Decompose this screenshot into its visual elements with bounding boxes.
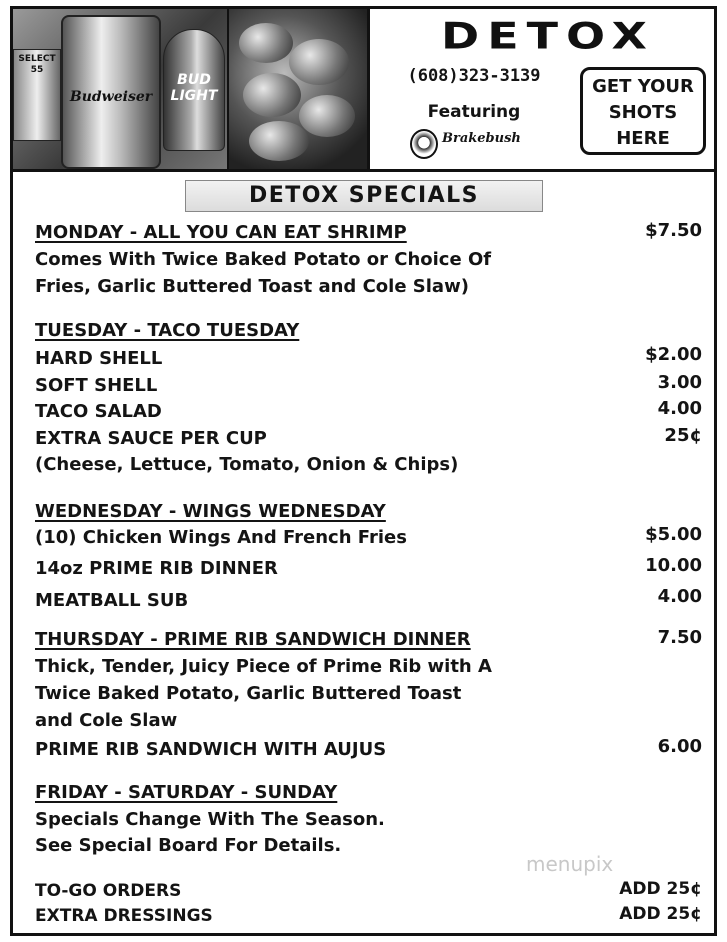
wings-photo xyxy=(229,9,370,169)
thursday-desc: and Cole Slaw xyxy=(35,710,178,731)
wing-image xyxy=(243,73,301,117)
shots-line: HERE xyxy=(616,128,670,149)
bud-light-can xyxy=(163,29,225,151)
thursday-price: 7.50 xyxy=(657,627,702,648)
tuesday-item: EXTRA SAUCE PER CUP xyxy=(35,428,267,449)
wednesday-price: 10.00 xyxy=(645,555,702,576)
select-can xyxy=(13,49,61,141)
tuesday-item: TACO SALAD xyxy=(35,401,162,422)
budweiser-bottle xyxy=(61,15,161,169)
wing-image xyxy=(239,23,293,63)
wing-image xyxy=(249,121,309,161)
shots-line: SHOTS xyxy=(608,102,678,123)
tuesday-item: SOFT SHELL xyxy=(35,375,158,396)
watermark: menupix xyxy=(526,852,614,876)
thursday-extra: PRIME RIB SANDWICH WITH AUJUS xyxy=(35,739,387,760)
brakebush-logo xyxy=(410,127,530,163)
weekend-heading: FRIDAY - SATURDAY - SUNDAY xyxy=(35,782,338,803)
shots-box xyxy=(580,67,706,155)
monday-desc: Fries, Garlic Buttered Toast and Cole Slaw) xyxy=(35,276,469,297)
wednesday-price: $5.00 xyxy=(645,524,702,545)
tuesday-heading: TUESDAY - TACO TUESDAY xyxy=(35,320,300,341)
tuesday-price: $2.00 xyxy=(645,344,702,365)
brakebush-icon xyxy=(410,129,438,159)
weekend-line: Specials Change With The Season. xyxy=(35,809,385,830)
monday-heading: MONDAY - ALL YOU CAN EAT SHRIMP xyxy=(35,222,407,243)
phone-number: (608)323-3139 xyxy=(407,66,541,86)
thursday-desc: Twice Baked Potato, Garlic Buttered Toast xyxy=(35,683,462,704)
weekend-line: See Special Board For Details. xyxy=(35,835,342,856)
select-can-text: SELECT 55 xyxy=(18,54,56,75)
extra-price: ADD 25¢ xyxy=(619,879,702,899)
brakebush-name: Brakebush xyxy=(442,131,521,146)
extra-item: EXTRA DRESSINGS xyxy=(35,906,213,926)
wednesday-item: (10) Chicken Wings And French Fries xyxy=(35,527,407,548)
extra-price: ADD 25¢ xyxy=(619,904,702,924)
wednesday-item: MEATBALL SUB xyxy=(35,590,189,611)
bud-light-text: BUD LIGHT xyxy=(170,72,218,104)
tuesday-price: 4.00 xyxy=(657,398,702,419)
extra-item: TO-GO ORDERS xyxy=(35,881,182,901)
shots-line: GET YOUR xyxy=(592,76,694,97)
budweiser-label: Budweiser xyxy=(69,89,153,105)
wing-image xyxy=(289,39,349,85)
thursday-heading: THURSDAY - PRIME RIB SANDWICH DINNER xyxy=(35,629,471,650)
tuesday-price: 25¢ xyxy=(664,425,702,446)
tuesday-note: (Cheese, Lettuce, Tomato, Onion & Chips) xyxy=(35,454,459,475)
specials-banner: DETOX SPECIALS xyxy=(185,180,543,212)
monday-price: $7.50 xyxy=(645,220,702,241)
thursday-extra-price: 6.00 xyxy=(657,736,702,757)
brand-title: DETOX xyxy=(441,14,655,58)
wing-image xyxy=(299,95,355,137)
wednesday-price: 4.00 xyxy=(657,586,702,607)
title-panel xyxy=(370,9,714,169)
beer-photo xyxy=(13,9,229,169)
tuesday-price: 3.00 xyxy=(657,372,702,393)
tuesday-item: HARD SHELL xyxy=(35,348,163,369)
menu-header xyxy=(13,9,714,172)
thursday-desc: Thick, Tender, Juicy Piece of Prime Rib with A xyxy=(35,656,492,677)
wednesday-item: 14oz PRIME RIB DINNER xyxy=(35,558,278,579)
monday-desc: Comes With Twice Baked Potato or Choice Of xyxy=(35,249,492,270)
featuring-label: Featuring xyxy=(427,102,521,122)
wednesday-heading: WEDNESDAY - WINGS WEDNESDAY xyxy=(35,501,386,522)
